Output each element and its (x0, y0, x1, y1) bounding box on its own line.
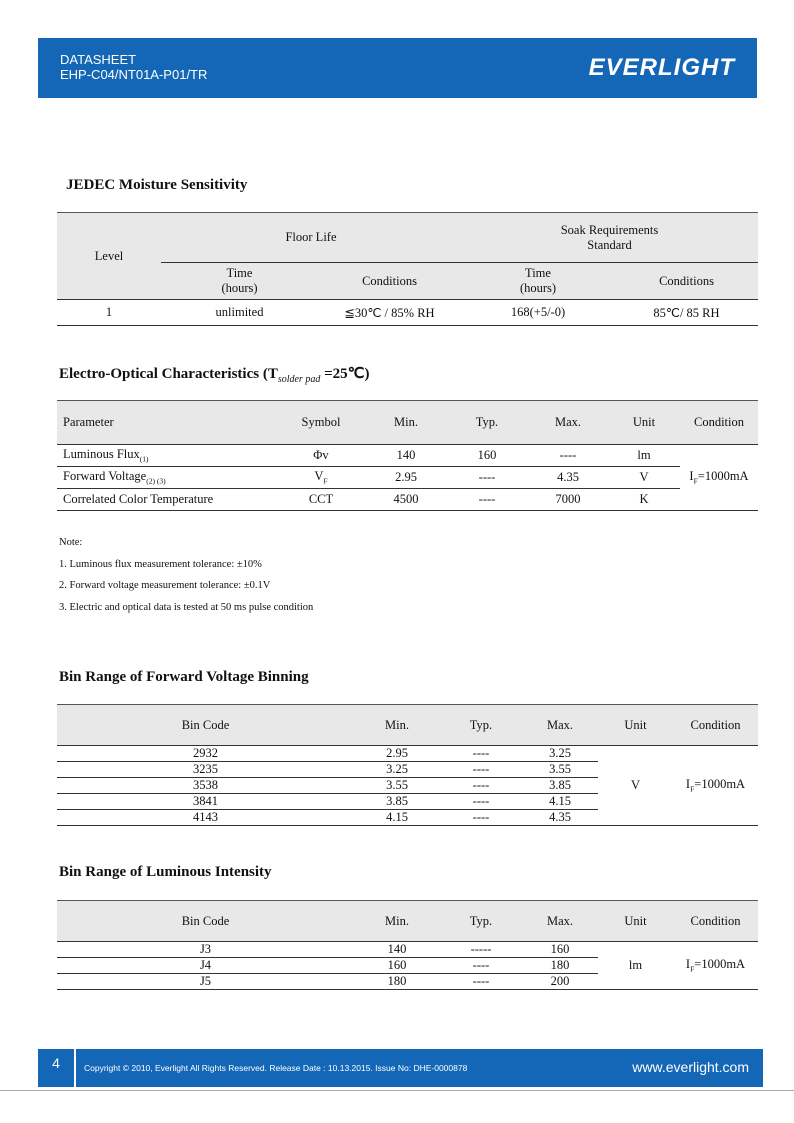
bin-min: 2.95 (386, 746, 408, 760)
li-header-unit: Unit (624, 913, 647, 928)
eo-param: Luminous Flux$_{(1)}$ (63, 447, 149, 464)
li-header-condition: Condition (690, 913, 741, 928)
page-footer (38, 1049, 763, 1089)
eo-param: Forward Voltage$_{(2) (3)}$ (63, 469, 166, 486)
page-number: 4 (38, 1049, 74, 1087)
bin-code: J3 (199, 942, 212, 956)
table-row (57, 942, 758, 958)
bin-min: 3.85 (386, 794, 408, 808)
bin-max: 160 (550, 942, 570, 956)
soak-header: Soak Requirements Standard (560, 222, 659, 252)
bin-typ: ---- (472, 794, 490, 808)
bin-typ: ---- (472, 778, 490, 792)
bottom-divider (0, 1090, 794, 1091)
bin-code: J4 (199, 958, 212, 972)
eo-header-min: Min. (394, 415, 418, 429)
eo-min: 2.95 (395, 470, 417, 484)
eo-typ: ---- (478, 470, 496, 484)
bin-min: 160 (387, 958, 407, 972)
soak-time-value: 168(+5/-0) (510, 305, 566, 319)
time-header: Time (hours) (161, 263, 318, 300)
note-3: 3. Electric and optical data is tested at 50 ms pulse condition (59, 602, 314, 613)
footer-bar (76, 1049, 763, 1087)
bin-max: 3.25 (549, 746, 571, 760)
jedec-table (57, 212, 758, 326)
level-value: 1 (105, 305, 113, 319)
vf-header-condition: Condition (690, 717, 741, 732)
part-number: EHP-C04/NT01A-P01/TR (60, 67, 208, 82)
eo-min: 140 (396, 448, 416, 462)
soak-time-header: Time (hours) (461, 263, 615, 300)
copyright: Copyright © 2010, Everlight All Rights Reserved. Release Date : 10.13.2015. Issue No: DHE-0000878 (84, 1063, 468, 1073)
bin-typ: ---- (472, 958, 490, 972)
li-bin-title: Bin Range of Luminous Intensity (59, 864, 272, 880)
eo-param: Correlated Color Temperature (63, 492, 214, 506)
eo-table (57, 400, 758, 511)
vf-header-bin: Bin Code (181, 717, 230, 732)
li-unit: lm (598, 942, 673, 990)
eo-header-max: Max. (554, 415, 582, 429)
bin-code: 4143 (193, 810, 218, 824)
eo-header-unit: Unit (632, 415, 656, 429)
eo-symbol: CCT (308, 492, 334, 506)
eo-unit: lm (637, 448, 651, 462)
eo-typ: 160 (477, 448, 497, 462)
everlight-logo: EVERLIGHT (588, 54, 735, 81)
vf-header-unit: Unit (624, 717, 647, 732)
table-row (57, 746, 758, 762)
vf-header-min: Min. (385, 717, 409, 732)
bin-code: J5 (199, 974, 212, 988)
bin-typ: ----- (470, 942, 492, 956)
jedec-title: JEDEC Moisture Sensitivity (66, 177, 248, 193)
note-heading: Note: (59, 537, 83, 548)
bin-max: 3.85 (549, 778, 571, 792)
conditions-value: ≦30℃ / 85% RH (344, 305, 435, 320)
bin-code: 3841 (193, 794, 218, 808)
note-2: 2. Forward voltage measurement tolerance: ±0.1V (59, 580, 271, 591)
eo-min: 4500 (393, 492, 419, 506)
li-header-typ: Typ. (469, 913, 493, 928)
li-bin-table (57, 900, 758, 990)
eo-header-parameter: Parameter (63, 415, 114, 429)
bin-typ: ---- (472, 810, 490, 824)
bin-max: 4.15 (549, 794, 571, 808)
doc-type: DATASHEET (60, 52, 137, 67)
vf-bin-table (57, 704, 758, 826)
bin-min: 140 (387, 942, 407, 956)
eo-condition: $I_F=1000mA$ (680, 445, 758, 511)
bin-max: 200 (550, 974, 570, 988)
li-header-min: Min. (385, 913, 409, 928)
bin-code: 3235 (193, 762, 218, 776)
bin-min: 3.25 (386, 762, 408, 776)
eo-max: ---- (559, 448, 577, 462)
bin-min: 3.55 (386, 778, 408, 792)
eo-header-symbol: Symbol (301, 415, 341, 429)
eo-typ: ---- (478, 492, 496, 506)
vf-header-typ: Typ. (469, 717, 493, 732)
eo-symbol: Φv (313, 448, 329, 462)
level-header: Level (94, 248, 124, 263)
bin-typ: ---- (472, 746, 490, 760)
bin-max: 4.35 (549, 810, 571, 824)
bin-typ: ---- (472, 974, 490, 988)
vf-unit: V (598, 746, 673, 826)
eo-symbol: $V_F$ (314, 469, 328, 486)
eo-unit: V (639, 470, 649, 484)
bin-typ: ---- (472, 762, 490, 776)
vf-header-max: Max. (546, 717, 574, 732)
li-condition: $I_F=1000mA$ (673, 942, 758, 990)
bin-code: 2932 (193, 746, 218, 760)
time-value: unlimited (215, 305, 264, 319)
eo-max: 4.35 (557, 470, 579, 484)
bin-min: 180 (387, 974, 407, 988)
bin-min: 4.15 (386, 810, 408, 824)
eo-header-condition: Condition (693, 415, 744, 429)
eo-unit: K (639, 492, 649, 506)
note-1: 1. Luminous flux measurement tolerance: ±10% (59, 559, 262, 570)
vf-bin-title: Bin Range of Forward Voltage Binning (59, 669, 309, 685)
bin-max: 180 (550, 958, 570, 972)
li-header-bin: Bin Code (181, 913, 230, 928)
soak-conditions-header: Conditions (615, 263, 758, 300)
floor-life-header: Floor Life (285, 230, 337, 244)
bin-max: 3.55 (549, 762, 571, 776)
eo-title: Electro-Optical Characteristics ($T_{solder pad}$ =25℃) (59, 366, 370, 385)
li-header-max: Max. (546, 913, 574, 928)
page-header (38, 38, 757, 98)
website-link[interactable]: www.everlight.com (632, 1059, 749, 1075)
vf-condition: $I_F=1000mA$ (673, 746, 758, 826)
eo-max: 7000 (555, 492, 581, 506)
conditions-header: Conditions (318, 263, 461, 300)
soak-conditions-value: 85℃/ 85 RH (653, 305, 720, 320)
bin-code: 3538 (193, 778, 218, 792)
eo-header-typ: Typ. (475, 415, 499, 429)
